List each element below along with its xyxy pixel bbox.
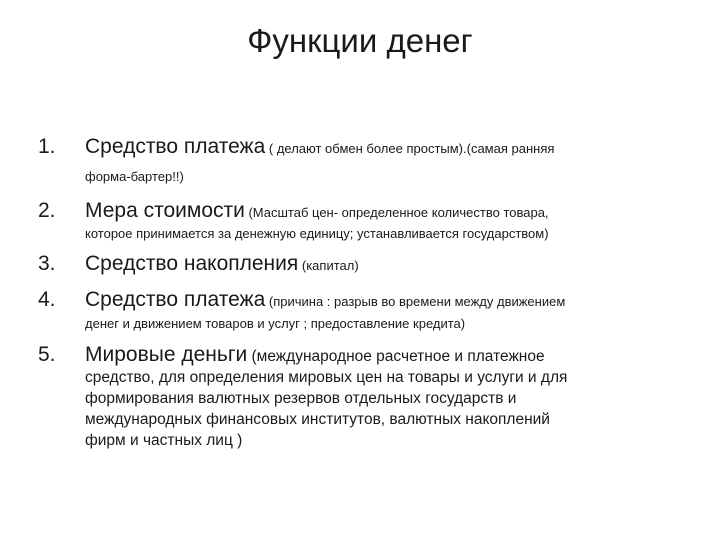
item-note: (капитал): [298, 258, 359, 273]
item-note: (Масштаб цен- определенное количество товара,: [244, 205, 549, 220]
item-number: 4.: [38, 288, 56, 311]
item-continuation: которое принимается за денежную единицу; устанавливается государством): [85, 226, 549, 241]
item-title: Мера стоимости: [85, 199, 245, 222]
item-continuation: денег и движением товаров и услуг ; предоставление кредита): [85, 316, 466, 331]
item-title: Мировые деньги: [85, 343, 248, 366]
item-heading: [85, 134, 554, 162]
item-note: ( делают обмен более простым).(самая ранняя: [265, 141, 555, 156]
item-note: (причина : разрыв во времени между движением: [265, 294, 566, 309]
item-title: Средство платежа: [85, 288, 266, 311]
item-continuation: средство, для определения мировых цен на товары и услуги и для: [85, 369, 568, 386]
item-number: 3.: [38, 252, 56, 275]
item-continuation: форма-бартер!!): [85, 169, 184, 184]
item-continuation: фирм и частных лиц ): [85, 432, 243, 449]
item-title: Средство накопления: [85, 252, 299, 275]
item-heading: [85, 198, 549, 226]
item-title: Средство платежа: [85, 135, 266, 158]
item-number: 5.: [38, 343, 56, 366]
item-continuation: международных финансовых институтов, валютных накоплений: [85, 411, 550, 428]
item-number: 2.: [38, 199, 56, 222]
item-heading: [85, 287, 565, 315]
slide-title: Функции денег: [247, 22, 473, 59]
item-number: 1.: [38, 135, 56, 158]
item-continuation: формирования валютных резервов отдельных государств и: [85, 390, 517, 407]
item-note: (международное расчетное и платежное: [247, 348, 545, 365]
item-heading: [85, 251, 359, 279]
item-heading: [85, 342, 545, 370]
